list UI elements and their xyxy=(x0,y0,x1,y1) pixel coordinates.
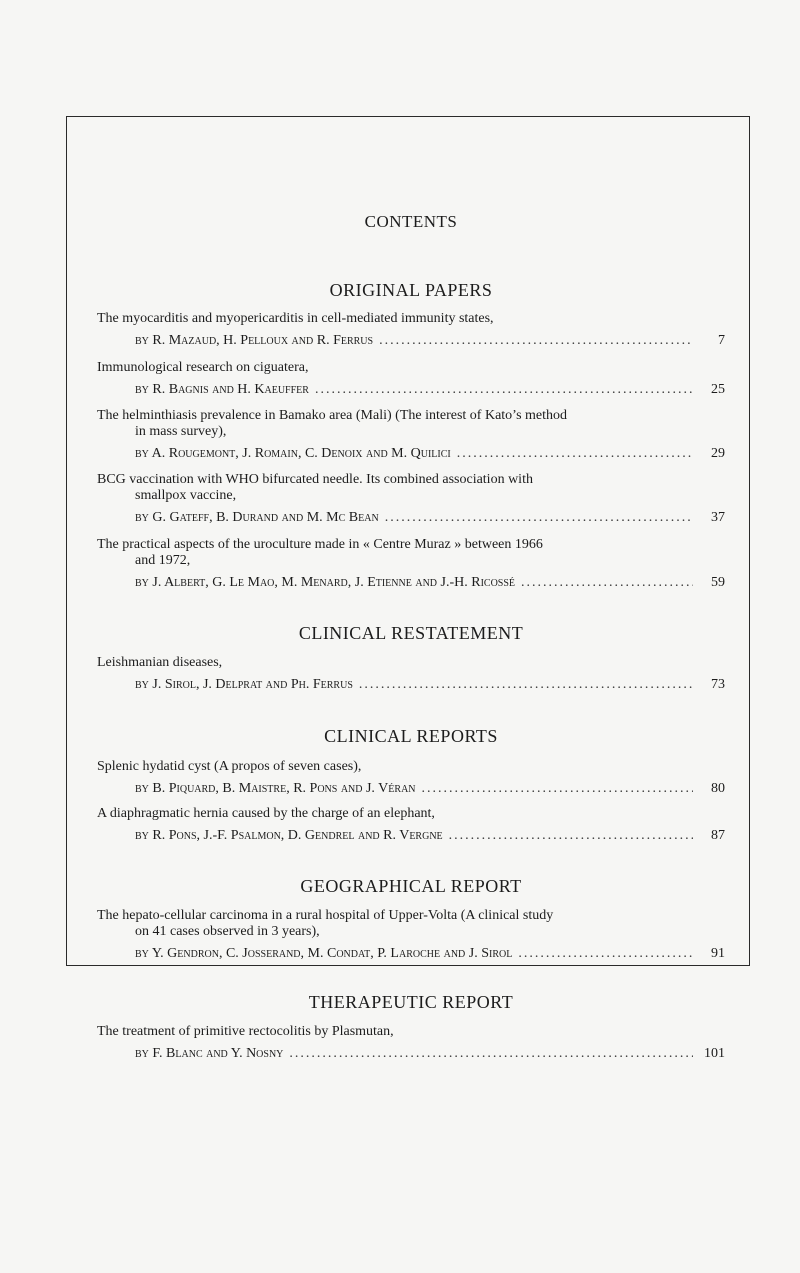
entry-authors: by R. Pons, J.-F. Psalmon, D. Gendrel and R. Vergne xyxy=(135,828,443,843)
entry-byline xyxy=(97,382,725,398)
entry-title-continued: smallpox vaccine, xyxy=(135,488,237,503)
entry-authors: by A. Rougemont, J. Romain, C. Denoix and M. Quilici xyxy=(135,446,451,461)
leader-dots xyxy=(385,510,693,526)
entry-authors: by J. Albert, G. Le Mao, M. Menard, J. Etienne and J.-H. Ricossé xyxy=(135,575,516,590)
entry-page-number: 80 xyxy=(711,781,725,796)
toc-entry[interactable] xyxy=(97,806,725,844)
toc-entry[interactable] xyxy=(97,311,725,349)
leader-dots xyxy=(449,828,693,844)
toc-entry[interactable] xyxy=(97,759,725,797)
entry-title: Immunological research on ciguatera, xyxy=(97,360,309,375)
entry-byline xyxy=(97,781,725,797)
entry-title: Leishmanian diseases, xyxy=(97,655,223,670)
entry-title: Splenic hydatid cyst (A propos of seven cases), xyxy=(97,759,362,774)
entry-byline xyxy=(97,333,725,349)
toc-entry[interactable] xyxy=(97,537,725,591)
entry-title-continued: and 1972, xyxy=(135,553,191,568)
section-heading-original-papers: ORIGINAL PAPERS xyxy=(329,280,493,300)
entry-page-number: 7 xyxy=(718,333,725,348)
toc-entry[interactable] xyxy=(97,472,725,526)
entry-byline xyxy=(97,575,725,591)
entry-page-number: 91 xyxy=(711,946,725,961)
entry-title: The myocarditis and myopericarditis in cell-mediated immunity states, xyxy=(97,311,494,326)
leader-dots xyxy=(457,446,693,462)
leader-dots xyxy=(521,575,693,591)
entry-page-number: 101 xyxy=(704,1046,725,1061)
leader-dots xyxy=(359,677,693,693)
toc-entry[interactable] xyxy=(97,655,725,693)
entry-byline xyxy=(97,677,725,693)
entry-authors: by Y. Gendron, C. Josserand, M. Condat, P. Laroche and J. Sirol xyxy=(135,946,513,961)
section-heading-clinical-restatement: CLINICAL RESTATEMENT xyxy=(298,623,524,643)
leader-dots xyxy=(289,1046,693,1062)
entry-page-number: 73 xyxy=(711,677,725,692)
entry-page-number: 37 xyxy=(711,510,725,525)
toc-entry[interactable] xyxy=(97,1024,725,1062)
contents-heading: CONTENTS xyxy=(364,212,458,231)
leader-dots xyxy=(422,781,693,797)
toc-entry[interactable] xyxy=(97,408,725,462)
leader-dots xyxy=(379,333,693,349)
entry-authors: by F. Blanc and Y. Nosny xyxy=(135,1046,284,1061)
entry-title: The treatment of primitive rectocolitis by Plasmutan, xyxy=(97,1024,394,1039)
entry-page-number: 29 xyxy=(711,446,725,461)
entry-authors: by J. Sirol, J. Delprat and Ph. Ferrus xyxy=(135,677,353,692)
toc-entry[interactable] xyxy=(97,360,725,398)
entry-title: BCG vaccination with WHO bifurcated needle. Its combined association with xyxy=(97,472,533,487)
entry-authors: by R. Bagnis and H. Kaeuffer xyxy=(135,382,309,397)
entry-title: The hepato-cellular carcinoma in a rural hospital of Upper-Volta (A clinical study xyxy=(97,908,554,923)
leader-dots xyxy=(518,946,693,962)
entry-title: The helminthiasis prevalence in Bamako area (Mali) (The interest of Kato’s method xyxy=(97,408,568,423)
entry-byline xyxy=(97,446,725,462)
entry-byline xyxy=(97,828,725,844)
leader-dots xyxy=(315,382,693,398)
entry-page-number: 87 xyxy=(711,828,725,843)
entry-byline xyxy=(97,510,725,526)
toc-entry[interactable] xyxy=(97,908,725,962)
entry-page-number: 59 xyxy=(711,575,725,590)
entry-byline xyxy=(97,946,725,962)
section-heading-geographical-report: GEOGRAPHICAL REPORT xyxy=(300,876,522,896)
entry-title-continued: on 41 cases observed in 3 years), xyxy=(135,924,320,939)
section-heading-therapeutic-report: THERAPEUTIC REPORT xyxy=(308,992,514,1012)
entry-authors: by G. Gateff, B. Durand and M. Mc Bean xyxy=(135,510,379,525)
entry-title: A diaphragmatic hernia caused by the charge of an elephant, xyxy=(97,806,435,821)
section-heading-clinical-reports: CLINICAL REPORTS xyxy=(324,726,498,746)
entry-title: The practical aspects of the uroculture made in « Centre Muraz » between 1966 xyxy=(97,537,543,552)
entry-authors: by R. Mazaud, H. Pelloux and R. Ferrus xyxy=(135,333,374,348)
entry-page-number: 25 xyxy=(711,382,725,397)
entry-byline xyxy=(97,1046,725,1062)
entry-title-continued: in mass survey), xyxy=(135,424,227,439)
entry-authors: by B. Piquard, B. Maistre, R. Pons and J. Véran xyxy=(135,781,416,796)
